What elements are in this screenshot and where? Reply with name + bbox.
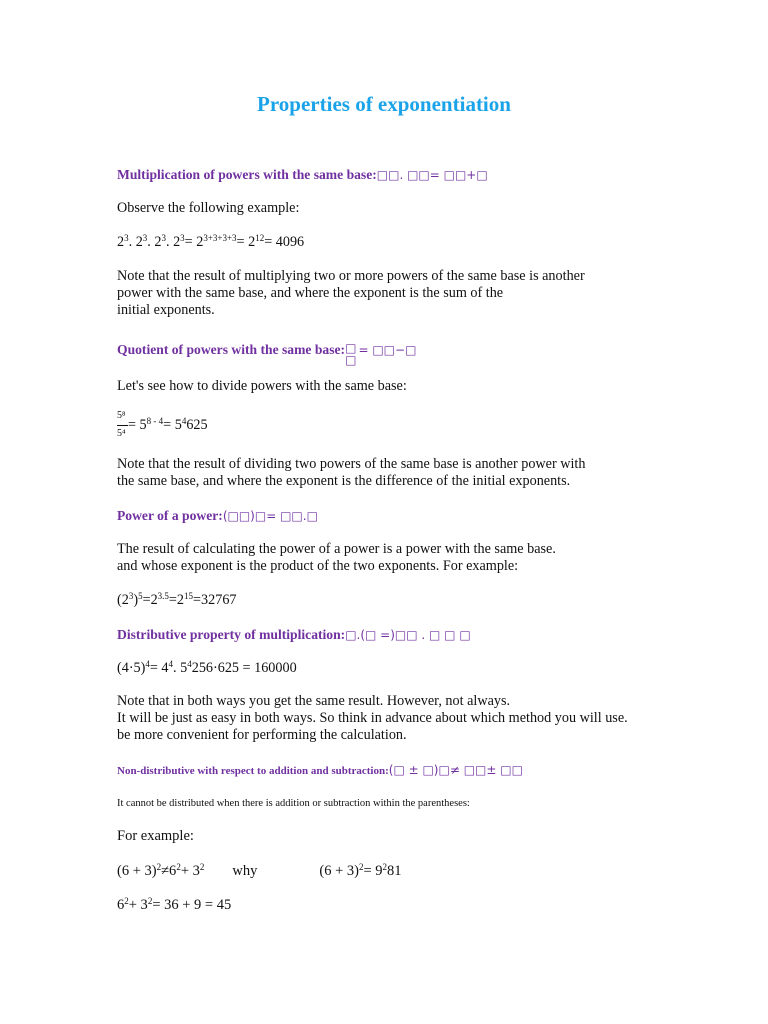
fraction-bar — [117, 425, 128, 426]
nd-why: why — [232, 863, 258, 879]
distributive-formula: □.(□ =)□□ . □ □ □ — [345, 628, 471, 642]
pp-ex-a: (2 — [117, 592, 129, 608]
power-of-power-heading — [117, 507, 318, 525]
dist-ex-a: (4·5) — [117, 660, 146, 676]
distributive-heading — [117, 626, 471, 644]
non-distributive-heading — [117, 762, 523, 780]
quotient-frac-num: □ — [345, 340, 357, 355]
ex-total-exp: 12 — [255, 233, 265, 243]
dist-ex-c: . 5 — [173, 660, 188, 676]
quotient-numerator: 5⁸ — [117, 410, 126, 421]
non-distributive-example-2 — [117, 897, 231, 915]
non-distributive-example-1 — [117, 863, 402, 881]
power-of-power-heading-text: Power of a power: — [117, 508, 223, 523]
multiplication-note-line-2: power with the same base, and where the exponent is the sum of the — [117, 285, 504, 301]
nd-ex2-a-exp: 2 — [124, 896, 129, 906]
distributive-note-line-1: Note that in both ways you get the same result. However, not always. — [117, 693, 511, 709]
ex-base-3: 2 — [154, 234, 162, 250]
quotient-rest-a: = 5 — [128, 417, 147, 433]
multiplication-formula: □□. □□= □□+□ — [376, 168, 488, 182]
pp-ex-b-exp: 5 — [138, 591, 143, 601]
multiplication-heading — [117, 166, 488, 184]
quotient-note-line-2: the same base, and where the exponent is the difference of the initial exponents. — [117, 473, 571, 489]
non-distributive-formula: (□ ± □)□≠ □□± □□ — [388, 763, 523, 777]
ex-exp-1: 3 — [124, 233, 129, 243]
dist-ex-b-exp: 4 — [168, 659, 174, 669]
ex-result: = 4096 — [264, 234, 305, 250]
pp-ex-b: ) — [133, 592, 139, 608]
ex-exp-4: 3 — [180, 233, 185, 243]
dist-ex-b: = 4 — [149, 660, 169, 676]
nd-ex1-b-exp: 2 — [176, 862, 181, 872]
ex-exp-3: 3 — [161, 233, 166, 243]
quotient-rest-c: 625 — [186, 417, 208, 433]
pp-ex-e: =32767 — [193, 592, 237, 608]
distributive-note-line-3: be more convenient for performing the calculation. — [117, 727, 407, 743]
ex-base-2: 2 — [135, 234, 143, 250]
multiplication-example: $2^3$. $2^3$. $2^3$. $2^3= 2^{3+3+3+3}= 2^{12}= 4096$ — [117, 233, 305, 250]
quotient-heading — [117, 340, 417, 367]
multiplication-intro: Observe the following example: — [117, 200, 300, 216]
power-of-power-note-line-1: The result of calculating the power of a power is a power with the same base. — [117, 541, 556, 557]
nd-ex1-e: = 9 — [363, 863, 383, 879]
quotient-fraction-glyph — [345, 340, 357, 367]
nd-ex1-c: + 3 — [180, 863, 200, 879]
quotient-rest-exp: 8 - 4 — [146, 416, 164, 426]
pp-ex-d: =2 — [168, 592, 185, 608]
quotient-frac-den: □ — [345, 352, 357, 367]
page-title: Properties of exponentiation — [257, 92, 511, 116]
dist-ex-d: 256·625 = 160000 — [191, 660, 297, 676]
nd-ex1-b: ≠6 — [161, 863, 177, 879]
distributive-note-line-2: It will be just as easy in both ways. So think in advance about which method you will use. — [117, 710, 628, 726]
power-of-power-formula: (□□)□= □□.□ — [222, 509, 318, 523]
ex-base-1: 2 — [117, 234, 125, 250]
nd-ex1-c-exp: 2 — [199, 862, 205, 872]
dist-ex-a-exp: 4 — [145, 659, 150, 669]
nd-ex2-a: 6 — [117, 897, 125, 913]
pp-ex-c-exp: 3.5 — [157, 591, 169, 601]
nd-ex2-b-exp: 2 — [147, 896, 153, 906]
pp-ex-a-exp: 3 — [128, 591, 134, 601]
nd-ex1-d: (6 + 3) — [319, 863, 359, 879]
ex-exp-2: 3 — [142, 233, 148, 243]
nd-ex1-a-exp: 2 — [156, 862, 162, 872]
nd-ex1-e-exp: 2 — [382, 862, 388, 872]
ex-sum-exp: 3+3+3+3 — [203, 233, 237, 243]
power-of-power-note-line-2: and whose exponent is the product of the two exponents. For example: — [117, 558, 519, 574]
nd-ex1-f: 81 — [387, 863, 402, 879]
nd-ex2-c: = 36 + 9 = 45 — [152, 897, 232, 913]
distributive-heading-text: Distributive property of multiplication: — [117, 627, 346, 642]
distributive-example — [117, 660, 297, 678]
power-of-power-example — [117, 592, 237, 610]
non-distributive-note: It cannot be distributed when there is addition or subtraction within the parentheses: — [117, 798, 470, 809]
ex-base-6: 2 — [248, 234, 256, 250]
non-distributive-heading-text: Non-distributive with respect to addition and subtraction: — [117, 765, 389, 777]
quotient-rest-exp2: 4 — [181, 416, 187, 426]
quotient-rest-b: = 5 — [163, 417, 182, 433]
nd-ex1-a: (6 + 3) — [117, 863, 157, 879]
quotient-intro: Let's see how to divide powers with the same base: — [117, 378, 407, 394]
pp-ex-d-exp: 15 — [184, 591, 194, 601]
for-example-label: For example: — [117, 828, 194, 844]
multiplication-note-line-1: Note that the result of multiplying two or more powers of the same base is another — [117, 268, 585, 284]
quotient-heading-text: Quotient of powers with the same base: — [117, 342, 346, 357]
multiplication-heading-text: Multiplication of powers with the same base: — [117, 167, 377, 182]
quotient-rest — [128, 417, 208, 434]
quotient-formula: = □□−□ — [358, 343, 417, 357]
ex-base-5: 2 — [196, 234, 204, 250]
dist-ex-c-exp: 4 — [187, 659, 192, 669]
nd-ex2-b: + 3 — [128, 897, 148, 913]
multiplication-note-line-3: initial exponents. — [117, 302, 215, 318]
nd-ex1-d-exp: 2 — [358, 862, 364, 872]
ex-base-4: 2 — [173, 234, 181, 250]
quotient-denominator: 5⁴ — [117, 428, 126, 439]
pp-ex-c: =2 — [142, 592, 158, 608]
quotient-note-line-1: Note that the result of dividing two powers of the same base is another power with — [117, 456, 586, 472]
